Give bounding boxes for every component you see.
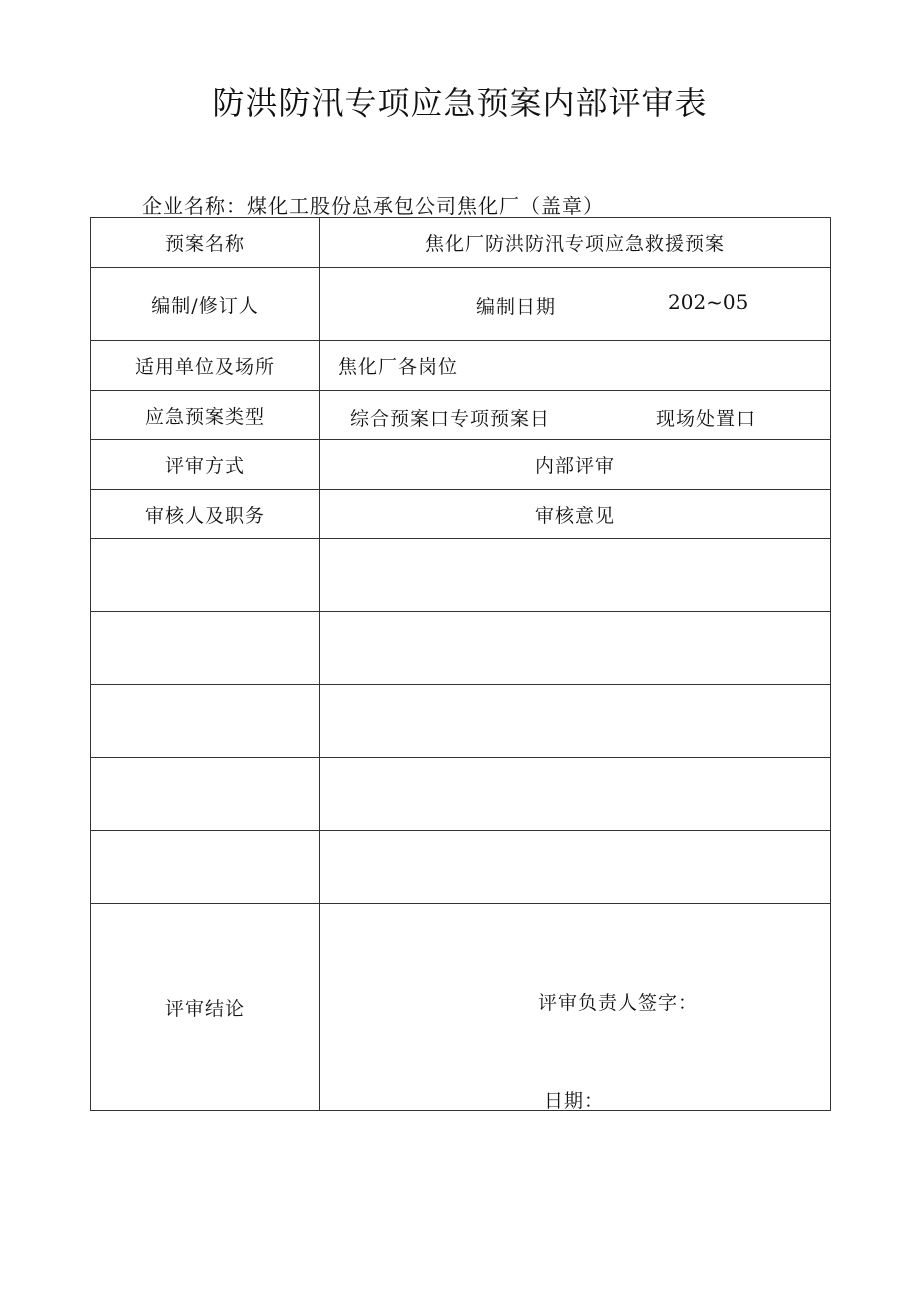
compile-date-label: 编制日期 xyxy=(476,296,557,318)
reviewer-row-3 xyxy=(91,685,831,758)
editor-label: 编制/修订人 xyxy=(91,268,320,341)
editor-date-cell xyxy=(320,268,831,341)
review-method-row xyxy=(91,440,831,490)
editor-row xyxy=(91,268,831,341)
opinion-cell[interactable] xyxy=(320,685,831,758)
scope-row xyxy=(91,341,831,391)
review-method-value: 内部评审 xyxy=(320,440,831,490)
review-form-table xyxy=(90,217,831,1111)
reviewer-row-1 xyxy=(91,539,831,612)
plan-type-options: 综合预案口专项预案日 xyxy=(350,408,551,430)
review-opinion-label: 审核意见 xyxy=(320,490,831,539)
reviewer-cell[interactable] xyxy=(91,685,320,758)
reviewer-cell[interactable] xyxy=(91,758,320,831)
reviewer-row-2 xyxy=(91,612,831,685)
review-method-label: 评审方式 xyxy=(91,440,320,490)
reviewer-row-5 xyxy=(91,831,831,904)
scope-label: 适用单位及场所 xyxy=(91,341,320,391)
document-title: 防洪防汛专项应急预案内部评审表 xyxy=(212,84,708,122)
plan-type-onsite: 现场处置口 xyxy=(656,408,757,430)
plan-type-label: 应急预案类型 xyxy=(91,391,320,440)
reviewer-cell[interactable] xyxy=(91,831,320,904)
reviewer-cell[interactable] xyxy=(91,612,320,685)
plan-type-row xyxy=(91,391,831,440)
date-label: 日期： xyxy=(544,1090,605,1112)
signature-label: 评审负责人签字： xyxy=(538,992,699,1014)
plan-type-cell xyxy=(320,391,831,440)
compile-date-value: 202~05 xyxy=(668,290,749,314)
scope-value: 焦化厂各岗位 xyxy=(320,341,831,391)
reviewer-label: 审核人及职务 xyxy=(91,490,320,539)
reviewer-row-4 xyxy=(91,758,831,831)
opinion-cell[interactable] xyxy=(320,831,831,904)
opinion-cell[interactable] xyxy=(320,612,831,685)
reviewer-cell[interactable] xyxy=(91,539,320,612)
reviewer-header-row xyxy=(91,490,831,539)
opinion-cell[interactable] xyxy=(320,758,831,831)
opinion-cell[interactable] xyxy=(320,539,831,612)
plan-name-label: 预案名称 xyxy=(91,218,320,268)
company-name-line: 企业名称：煤化工股份总承包公司焦化厂（盖章） xyxy=(142,194,604,218)
plan-name-row xyxy=(91,218,831,268)
conclusion-row xyxy=(91,904,831,1111)
conclusion-cell[interactable] xyxy=(320,904,831,1111)
conclusion-label: 评审结论 xyxy=(91,904,320,1111)
plan-name-value: 焦化厂防洪防汛专项应急救援预案 xyxy=(320,218,831,268)
